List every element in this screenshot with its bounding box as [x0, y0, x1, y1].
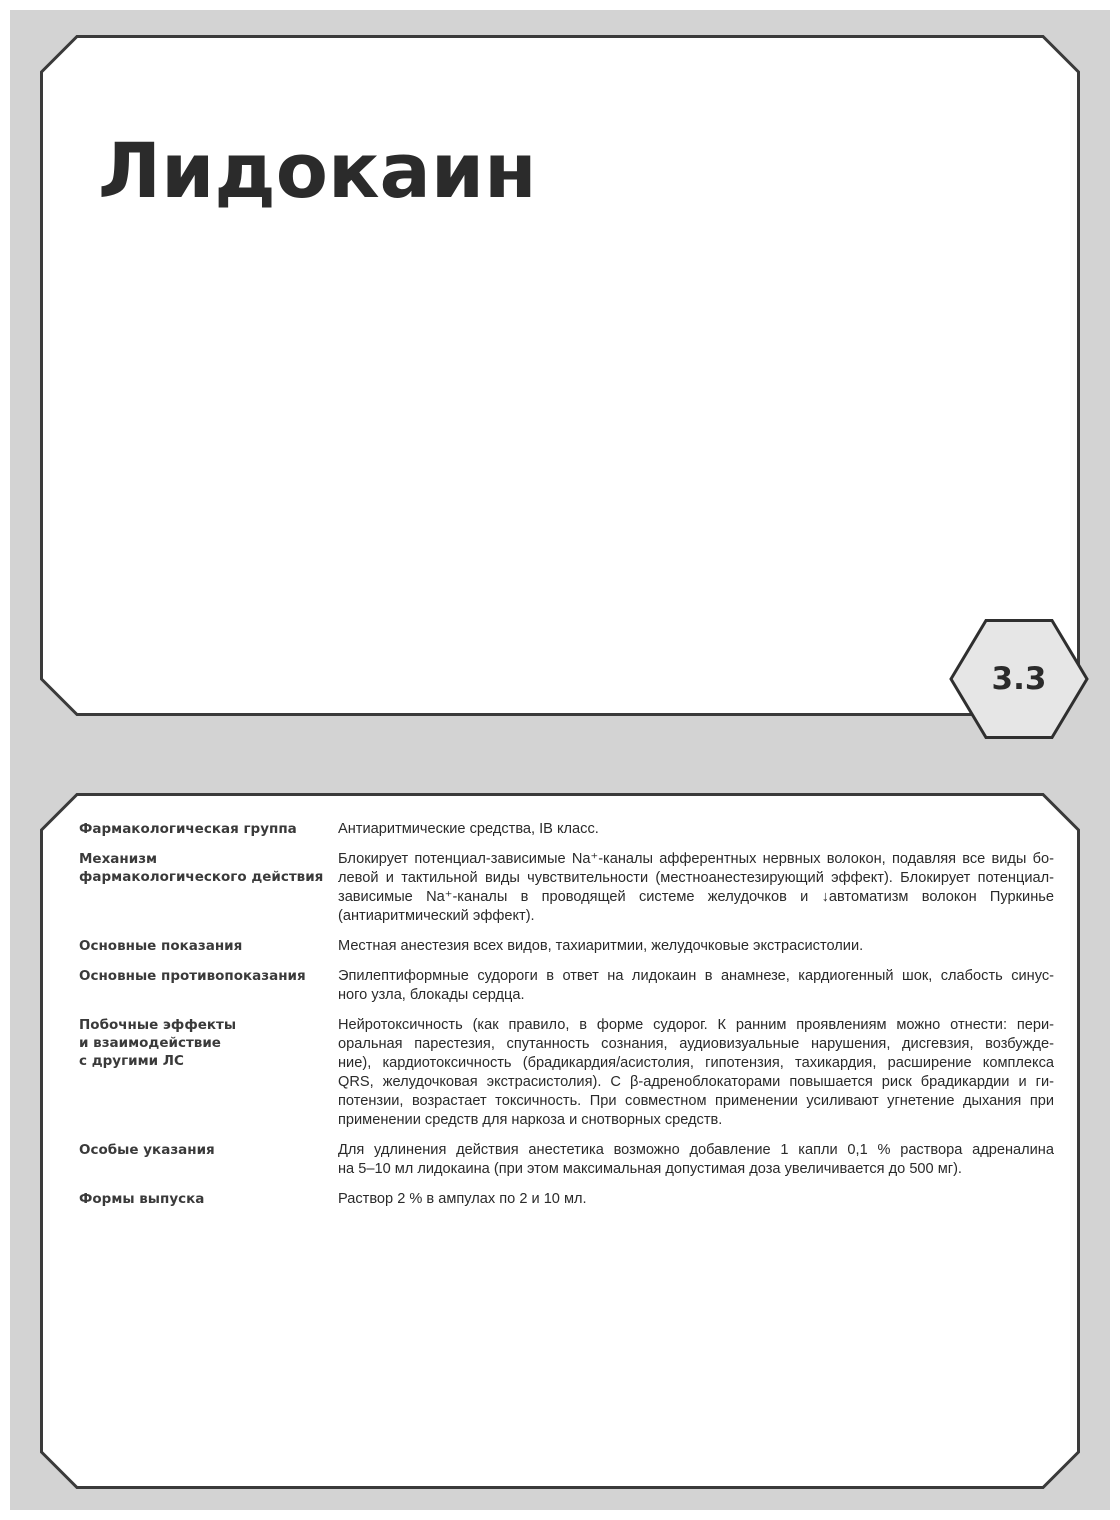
card-number: 3.3: [991, 661, 1047, 697]
info-label: Побочные эффекты и взаимодействие с другими ЛС: [79, 1017, 237, 1069]
page-sheet: [10, 10, 1110, 1510]
card-number-badge: [949, 619, 1089, 739]
drug-info-table: [79, 820, 1054, 1220]
info-row-contraindications: [79, 967, 1054, 1005]
card-back: [40, 793, 1080, 1489]
info-value: Блокирует потенциал-зависимые Na⁺-каналы афферентных нервных волокон, подавляя все виды бо- левой и тактильной виды чувствительности (местноанестезирующий эффект). Блокирует потенциал- зависимые Na⁺-каналы в проводящей системе желудочков и ↓автоматизм волокон Пуркинье (антиаритмический эффект).: [338, 851, 1054, 924]
info-row-indications: [79, 937, 1054, 956]
card-front: [40, 35, 1080, 716]
drug-title: Лидокаин: [98, 126, 537, 215]
info-value: Раствор 2 % в ампулах по 2 и 10 мл.: [338, 1191, 587, 1207]
info-value: Для удлинения действия анестетика возможно добавление 1 капли 0,1 % раствора адреналина на 5–10 мл лидокаина (при этом максимальная допустимая доза увеличивается до 500 мг).: [338, 1142, 1054, 1177]
info-value: Местная анестезия всех видов, тахиаритмии, желудочковые экстрасистолии.: [338, 938, 864, 954]
info-label: Фармакологическая группа: [79, 821, 297, 837]
info-row-release-forms: [79, 1190, 1054, 1209]
info-label: Особые указания: [79, 1142, 215, 1158]
info-value: Эпилептиформные судороги в ответ на лидокаин в анамнезе, кардиогенный шок, слабость синус- ного узла, блокады сердца.: [338, 968, 1054, 1003]
info-label: Формы выпуска: [79, 1191, 205, 1207]
info-row-mechanism: [79, 850, 1054, 926]
info-row-side-effects: [79, 1016, 1054, 1130]
info-value: Нейротоксичность (как правило, в форме судорог. К ранним проявлениям можно отнести: пери- оральная парестезия, спутанность сознания, аудиовизуальные нарушения, дисгевзия, возбужде- ние), кардиотоксичность (брадикардия/асистолия, гипотензия, тахикардия, расширение комплекса QRS, желудочковая экстрасистолия). С β-адреноблокаторами повышается риск брадикардии и ги- потензии, возрастает токсичность. При совместном применении усиливают угнетение дыхания при применении средств для наркоза и снотворных средств.: [338, 1017, 1054, 1128]
info-row-pharm-group: [79, 820, 1054, 839]
info-row-special-notes: [79, 1141, 1054, 1179]
info-label: Основные противопоказания: [79, 968, 306, 984]
info-label: Основные показания: [79, 938, 243, 954]
info-value: Антиаритмические средства, IB класс.: [338, 821, 599, 837]
info-label: Механизм фармакологического действия: [79, 851, 324, 885]
